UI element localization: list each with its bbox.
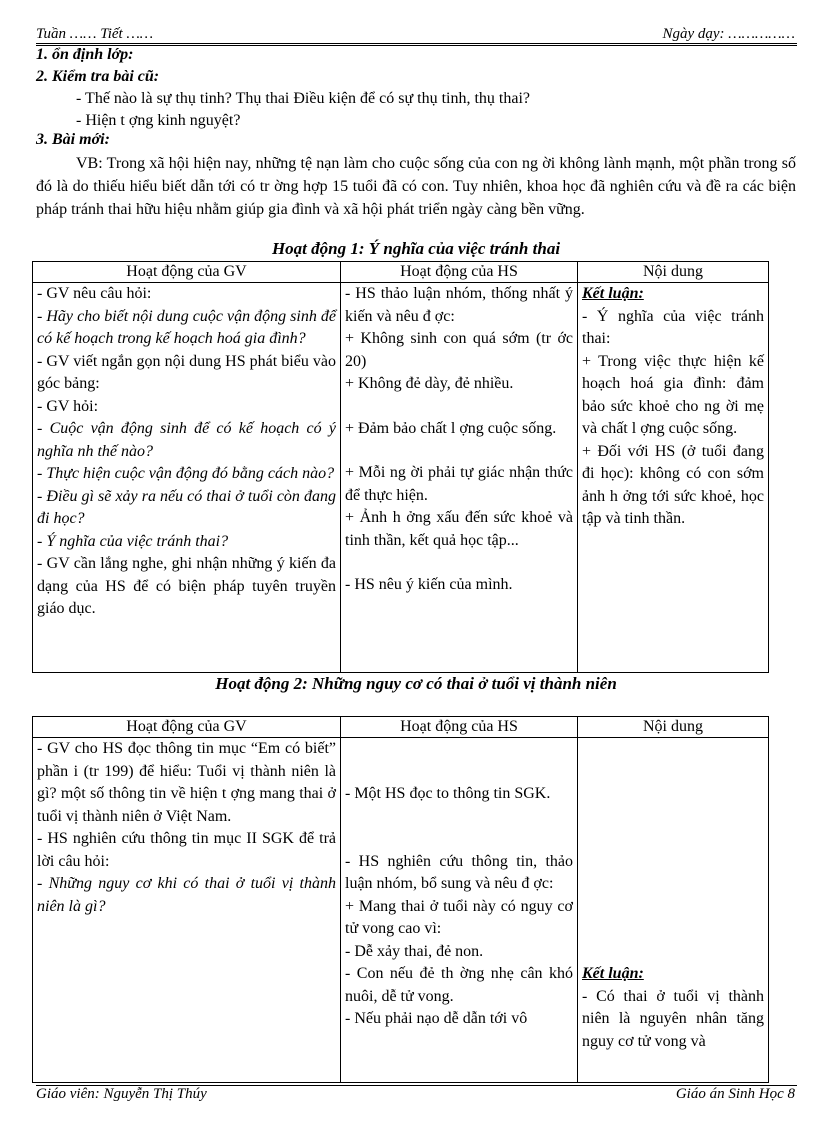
header-teaching-date: Ngày dạy: …………… [662,26,795,42]
gv-item: - Điều gì sẽ xảy ra nếu có thai ở tuổi còn đang đi học? [37,487,336,527]
gv-item: - GV cho HS đọc thông tin mục “Em có biết” phần i (tr 199) để hiểu: Tuổi vị thành niên là gì? một số thông tin về hiện t ợng mang thai ở tuổi vị thành niên ở Việt Nam. [37,740,336,825]
conclusion-item: - Có thai ở tuổi vị thành niên là nguyên nhân tăng nguy cơ tử vong và [582,987,764,1050]
gv-item: - GV hỏi: [37,397,99,415]
conclusion-label: Kết luận: [582,965,644,982]
conclusion-item: + Trong việc thực hiện kế hoạch hoá gia đình: đảm bảo sức khoẻ cho ng ời mẹ và chất l ợng cuộc sống. [582,352,764,437]
hs-item: + Không sinh con quá sớm (tr ớc 20) [345,330,573,370]
section-1-heading: 1. ổn định lớp: [36,46,134,63]
review-question-1: - Thế nào là sự thụ tinh? Thụ thai Điều kiện để có sự thụ tinh, thụ thai? [76,90,530,107]
hs-item: - HS nghiên cứu thông tin, thảo luận nhóm, bổ sung và nêu đ ợc: [345,852,573,892]
hs-item: - Con nếu đẻ th ờng nhẹ cân khó nuôi, dễ tử vong. [345,965,573,1005]
conclusion-item: + Đối với HS (ở tuổi đang đi học): không có con sớm ảnh h ởng tới sức khoẻ, học tập và tinh thần. [582,442,764,527]
col-header-hs: Hoạt động của HS [341,262,578,283]
section-3-heading: 3. Bài mới: [36,131,110,148]
header-week-period: Tuần …… Tiết …… [36,26,154,42]
gv-item: - Hãy cho biết nội dung cuộc vận động sinh để có kế hoạch trong kế hoạch hoá gia đình? [37,307,336,347]
activity-1-table [32,261,769,673]
hs-item: + Đảm bảo chất l ợng cuộc sống. [345,419,557,437]
hs-item: - Dễ xảy thai, đẻ non. [345,942,484,960]
col-header-content: Nội dung [578,262,769,283]
activity-1-title: Hoạt động 1: Ý nghĩa của việc tránh thai [271,239,561,258]
col-header-hs: Hoạt động của HS [341,717,578,738]
gv-activities [33,283,341,673]
hs-activities [341,738,578,1083]
gv-item: - Thực hiện cuộc vận động đó bằng cách nào? [37,465,335,482]
activity-2-table [32,716,769,1083]
gv-item: - GV nêu câu hỏi: [37,285,152,302]
gv-activities [33,738,341,1083]
gv-item: - HS nghiên cứu thông tin mục II SGK để trả lời câu hỏi: [37,830,336,870]
content-conclusion [578,283,769,673]
review-question-2: - Hiện t ợng kinh nguyệt? [76,112,241,129]
col-header-gv: Hoạt động của GV [33,717,341,738]
header-divider [36,45,797,46]
section-2-heading: 2. Kiểm tra bài cũ: [36,68,160,85]
hs-item: + Ảnh h ởng xấu đến sức khoẻ và tinh thần, kết quả học tập... [345,509,573,549]
footer-teacher: Giáo viên: Nguyễn Thị Thúy [36,1086,207,1102]
hs-item: - HS nêu ý kiến của mình. [345,576,513,593]
hs-item: - Một HS đọc to thông tin SGK. [345,785,551,802]
hs-item: + Mang thai ở tuổi này có nguy cơ tử vong cao vì: [345,897,573,937]
content-conclusion [578,738,769,1083]
hs-item: - Nếu phải nạo dễ dẫn tới vô [345,1010,528,1027]
footer-subject: Giáo án Sinh Học 8 [675,1086,795,1102]
col-header-gv: Hoạt động của GV [33,262,341,283]
page-footer [36,1085,797,1102]
col-header-content: Nội dung [578,717,769,738]
hs-item: + Không đẻ dày, đẻ nhiều. [345,375,514,392]
hs-activities [341,283,578,673]
gv-item: - GV viết ngắn gọn nội dung HS phát biểu vào góc bảng: [37,352,336,392]
hs-item: - HS thảo luận nhóm, thống nhất ý kiến và nêu đ ợc: [345,285,573,325]
gv-item: - Những nguy cơ khi có thai ở tuổi vị thành niên là gì? [37,875,336,915]
conclusion-item: - Ý nghĩa của việc tránh thai: [582,307,764,347]
lesson-intro: VB: Trong xã hội hiện nay, những tệ nạn làm cho cuộc sống của con ng ời không lành mạnh, một phần trong số đó là do thiếu hiểu biết dẫn tới có tr ờng hợp 15 tuổi đã có con. Tuy nhiên, khoa học đã nghiên cứu và đề ra các biện pháp tránh thai hữu hiệu nhằm giúp gia đình và xã hội phát triển ngày càng bền vững. [36,155,796,218]
hs-item: + Mỗi ng ời phải tự giác nhận thức để thực hiện. [345,464,573,504]
gv-item: - Ý nghĩa của việc tránh thai? [37,532,229,550]
conclusion-label: Kết luận: [582,285,644,302]
gv-item: - GV cần lắng nghe, ghi nhận những ý kiến đa dạng của HS để có biện pháp tuyên truyền giáo dục. [37,555,336,617]
gv-item: - Cuộc vận động sinh để có kế hoạch có ý nghĩa nh thế nào? [37,420,336,460]
activity-2-title: Hoạt động 2: Những nguy cơ có thai ở tuổi vị thành niên [215,674,617,693]
page-header [36,26,797,44]
